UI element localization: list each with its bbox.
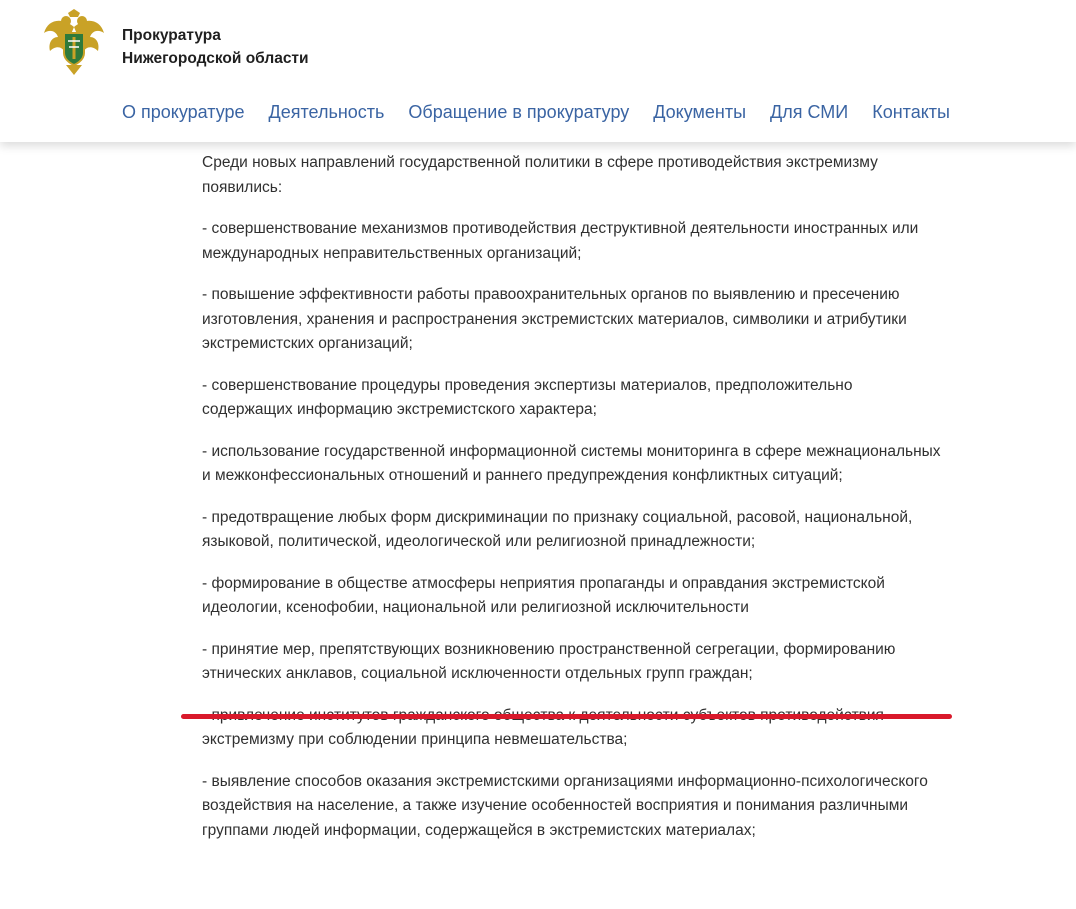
list-item: - повышение эффективности работы правоохранительных органов по выявлению и пресечению изготовления, хранения и распространения экстремистских материалов, символики и атрибутики экстремистских организаций; <box>202 286 907 352</box>
list-item: - использование государственной информационной системы мониторинга в сфере межнациональных и межконфессиональных отношений и раннего предупреждения конфликтных ситуаций; <box>202 442 941 484</box>
org-name-line1: Прокуратура <box>122 27 221 44</box>
highlighted-list-item: - принятие мер, препятствующих возникновению пространственной сегрегации, формированию этнических анклавов, социальной исключенности отдельных групп граждан; <box>202 640 896 682</box>
site-header <box>0 0 1076 142</box>
nav-item-contacts[interactable]: Контакты <box>872 102 950 122</box>
list-item: - предотвращение любых форм дискриминации по признаку социальной, расовой, национальной, языковой, политической, идеологической или религиозной принадлежности; <box>202 508 913 550</box>
main-nav <box>122 100 974 124</box>
list-item: экстремизму при соблюдении принципа невмешательства; <box>202 731 628 748</box>
nav-item-activity[interactable]: Деятельность <box>268 102 385 122</box>
nav-item-documents[interactable]: Документы <box>653 102 747 122</box>
list-item: - выявление способов оказания экстремистскими организациями информационно-психологического воздействия на население, а также изучение особенностей восприятия и понимания различными группами людей информации, содержащейся в экстремистских материалах; <box>202 772 928 839</box>
list-item: - совершенствование процедуры проведения экспертизы материалов, предположительно содержащих информацию экстремистского характера; <box>202 376 853 418</box>
intro-paragraph: Среди новых направлений государственной политики в сфере противодействия экстремизму появились: <box>202 154 878 196</box>
org-name-line2: Нижегородской области <box>122 50 309 67</box>
org-name[interactable] <box>122 24 309 70</box>
prosecutor-eagle-emblem-icon[interactable] <box>38 7 110 79</box>
red-highlight-underline <box>181 714 952 719</box>
nav-item-media[interactable]: Для СМИ <box>770 102 849 122</box>
nav-item-appeal[interactable]: Обращение в прокуратуру <box>408 102 630 122</box>
list-item: - формирование в обществе атмосферы неприятия пропаганды и оправдания экстремистской идеологии, ксенофобии, национальной или религиозной исключительности <box>202 574 885 616</box>
article-body <box>202 151 942 860</box>
nav-item-about[interactable]: О прокуратуре <box>122 102 245 122</box>
list-item: - совершенствование механизмов противодействия деструктивной деятельности иностранных или международных неправительственных организаций; <box>202 220 919 262</box>
